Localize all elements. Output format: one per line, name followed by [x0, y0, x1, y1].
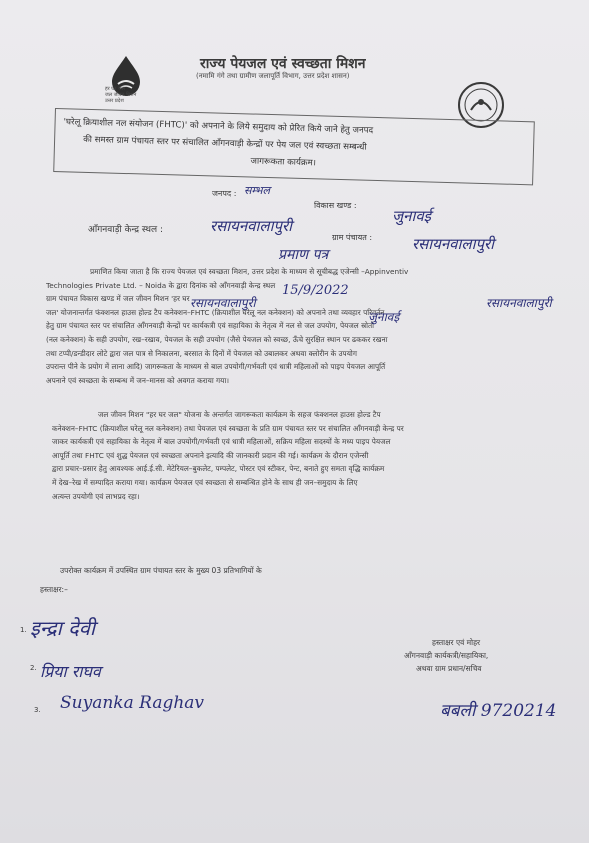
para1-line: अपनाने एवं स्वच्छता के सम्बन्ध में जन–मानस को अवगत कराया गया।: [46, 375, 230, 385]
certificate-date: 15/9/2022: [282, 283, 349, 298]
para2-line: द्वारा प्रचार–प्रसार हेतु आवश्यक आई.ई.सी. मेटेरियल–बुकलेट, पम्पलेट, पोस्टर एवं स्टीकर, पेन्ट, बनाते हुए समता वृद्धि कार्यक्रम: [52, 464, 385, 474]
para2-line: जल जीवन मिशन "हर घर जल" योजना के अन्तर्गत जागरूकता कार्यक्रम के सहज फंक्शनल हाउस होल्ड टैप: [98, 410, 381, 419]
certificate-village: रसायनवालापुरी: [190, 296, 256, 310]
signature-number-2: 2.: [30, 664, 37, 672]
participant-1-signature: इन्द्रा देवी: [30, 616, 96, 640]
participants-note: उपरोक्त कार्यक्रम में उपस्थित ग्राम पंचायत स्तर के मुख्य 03 प्रतिभागियों के: [60, 566, 262, 575]
para1-line: उपरान्त पीने के प्रयोग में लाना आदि) जागरूकता के माध्यम से बाल उपयोगी/गर्भवती एवं धात्री महिलाओं को पाइप पेयजल आपूर्ति: [46, 362, 386, 372]
gram-panchayat-label: ग्राम पंचायत :: [332, 233, 373, 242]
signature-number-1: 1.: [20, 626, 27, 634]
anganwadi-label: आँगनवाड़ी केन्द्र स्थल :: [88, 225, 164, 235]
para2-line: जाकर कार्यकत्री एवं सहायिका के नेतृत्व में बाल उपयोगी/गर्भवती एवं धात्री महिलाओं, सक्रिय महिला सदस्यों के मध्य पाइप पेयजल: [52, 437, 391, 447]
para1-line: ग्राम पंचायत विकास खण्ड में जल जीवन मिशन 'हर घर: [46, 294, 190, 304]
vikas-khand-value: जुनावई: [392, 207, 432, 225]
gram-panchayat-value: रसायनवालापुरी: [412, 235, 495, 253]
program-title-line2: की समस्त ग्राम पंचायत स्तर पर संचालित आँगनवाड़ी केन्द्रों पर पेय जल एवं स्वच्छता सम्बन्धी: [82, 134, 367, 153]
para2-line: आपूर्ति तथा FHTC एवं शुद्ध पेयजल एवं स्वच्छता अपनाने इत्यादि की जानकारी प्रदान की गई। कार्यक्रम के दौरान एजेन्सी: [52, 450, 369, 460]
certificate-block: जुनावई: [368, 310, 400, 324]
program-title-line1: 'घरेलू क्रियाशील नल संयोजन (FHTC)' को अपनाने के लिये समुदाय को प्रेरित किये जाने हेतु जनपद: [63, 117, 374, 136]
mission-subtitle: (नमामि गंगे तथा ग्रामीण जलापूर्ति विभाग, उत्तर प्रदेश शासन): [196, 72, 350, 80]
para1-line: (नल कनेक्शन) के सही उपयोग, रख–रखाव, पेयजल के सही उपयोग (जैसे पेयजल को स्वच्छ, ऊँचे सुरक्षित स्थान पर ढककर रखना: [46, 334, 388, 344]
certificate-heading: प्रमाण पत्र: [278, 247, 329, 263]
participant-3-signature: Suyanka Raghav: [60, 693, 205, 713]
program-title-line3: जागरूकता कार्यक्रम।: [250, 156, 317, 169]
para1-line: तथा टप्पी/डन्डीदार लोटे द्वारा जल पात्र से निकालना, बरसात के दिनों में पेयजल को उबालकर अथवा क्लोरीन के उपयोग: [46, 348, 357, 358]
program-title-box: [53, 108, 535, 185]
janpad-label: जनपद :: [212, 189, 237, 198]
signature-number-3: 3.: [34, 706, 41, 714]
certificate-awc: रसायनवालापुरी: [486, 296, 552, 310]
para2-line: कनेक्शन–FHTC (क्रियाशील घरेलू नल कनेक्शन) तथा पेयजल एवं स्वच्छता के प्रति ग्राम पंचायत स्तर पर संचालित आँगनवाड़ी केन्द्र पर: [52, 423, 404, 433]
para1-line: Technologies Private Ltd. – Noida के द्वारा दिनांक को आँगनवाड़ी केन्द्र स्थल: [46, 280, 276, 290]
signature-label: हस्ताक्षर:–: [40, 585, 68, 594]
para1-line: जल' योजनान्तर्गत फंक्शनल हाउस होल्ड टैप कनेक्शन–FHTC (क्रियाशील घरेलू नल कनेक्शन) को अपनाने तथा व्यवहार परिवर्तन: [46, 307, 385, 317]
anganwadi-value: रसायनवालापुरी: [210, 217, 293, 235]
janpad-value: सम्भल: [244, 184, 270, 197]
logo-caption: हर घर जल जल जीवन मिशन उत्तर प्रदेश: [105, 86, 137, 104]
anganwadi-worker-signature: बबली 9720214: [440, 701, 557, 721]
para2-line: में देख–रेख में सम्पादित कराया गया। कार्यक्रम पेयजल एवं स्वच्छता से सम्बन्धित होने के साथ ही जन–समुदाय के लिए: [52, 477, 358, 487]
para2-line: अत्यन्त उपयोगी एवं लाभप्रद रहा।: [52, 491, 140, 501]
mission-title: राज्य पेयजल एवं स्वच्छता मिशन: [200, 56, 366, 72]
para1-line: प्रमाणित किया जाता है कि राज्य पेयजल एवं स्वच्छता मिशन, उत्तर प्रदेश के माध्यम से सूचीबद्ध एजेन्सी –Appinventiv: [90, 267, 409, 276]
seal-label: हस्ताक्षर एवं मोहर आँगनवाड़ी कार्यकत्री/सहायिका, अथवा ग्राम प्रधान/सचिव: [404, 638, 489, 673]
participant-2-signature: प्रिया राघव: [40, 662, 101, 681]
vikas-khand-label: विकास खण्ड :: [314, 201, 357, 210]
certificate-paragraph-2: [52, 408, 582, 503]
para1-line: हेतु ग्राम पंचायत स्तर पर संचालित आँगनवाड़ी केन्द्रों पर कार्यकत्री एवं सहायिका के नेतृत्व में नल से जल उपयोग, पेयजल स्रोतों: [46, 321, 375, 331]
